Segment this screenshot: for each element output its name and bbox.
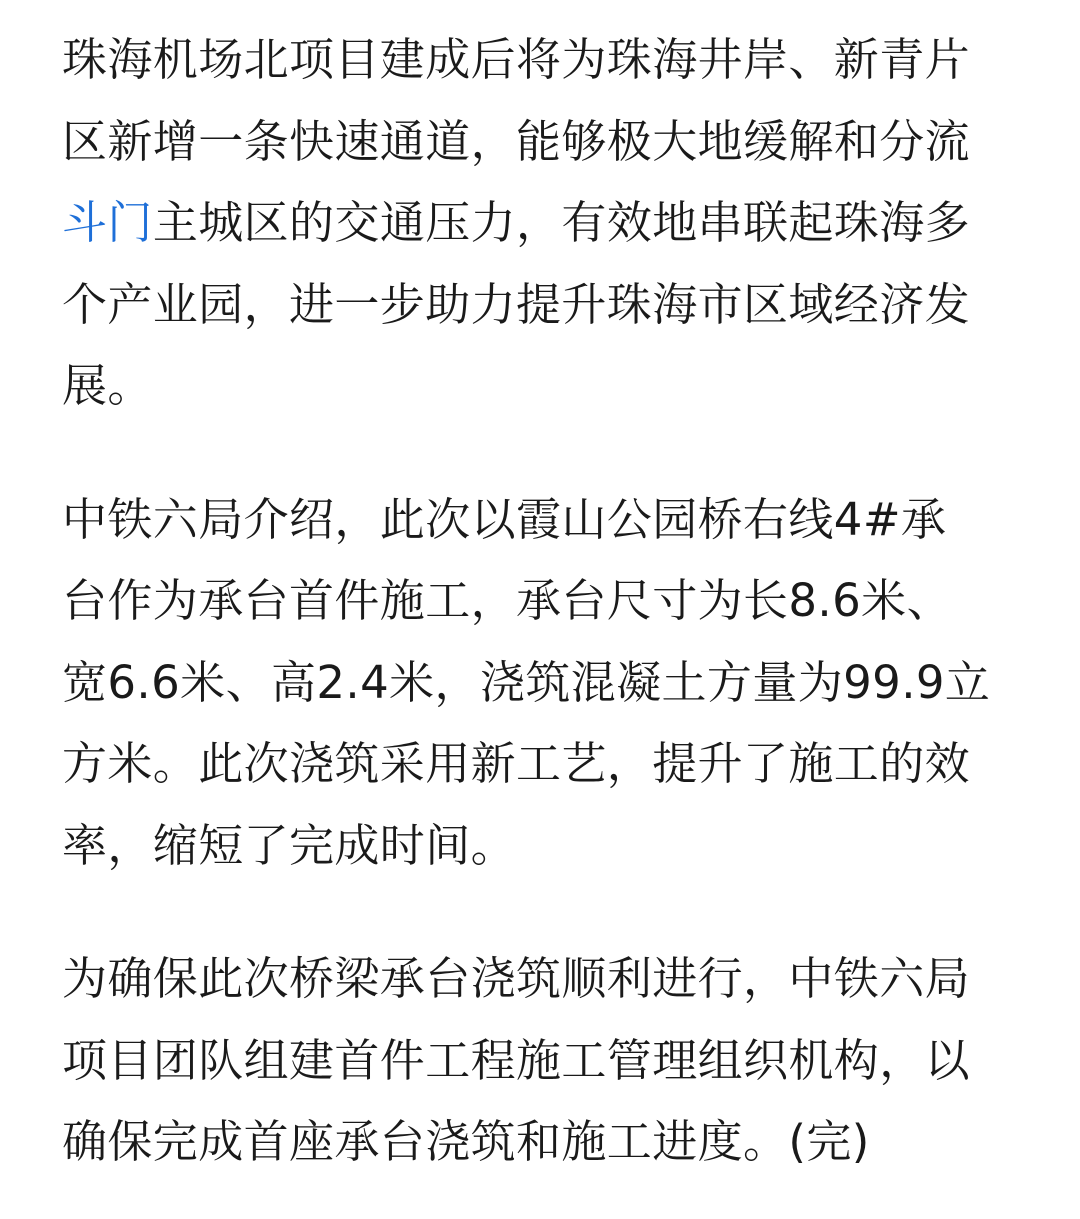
paragraph-1-line-1: 珠海机场北项目建成后将为珠海井岸、新青片	[62, 33, 971, 86]
paragraph-1-line-3	[62, 182, 1026, 264]
paragraph-1	[62, 19, 1026, 427]
paragraph-1-line-5: 展。	[62, 359, 153, 412]
paragraph-3	[62, 938, 1026, 1183]
paragraph-2-line-3: 宽6.6米、高2.4米，浇筑混凝土方量为99.9立	[62, 655, 991, 709]
paragraph-3-line-1: 为确保此次桥梁承台浇筑顺利进行，中铁六局	[62, 952, 971, 1005]
paragraph-2	[62, 479, 1026, 887]
paragraph-1-line-4: 个产业园，进一步助力提升珠海市区域经济发	[62, 277, 971, 331]
doumen-link[interactable]: 斗门	[62, 196, 153, 249]
paragraph-2-line-1: 中铁六局介绍，此次以霞山公园桥右线4#承	[62, 492, 947, 546]
paragraph-2-line-5: 率，缩短了完成时间。	[62, 818, 517, 872]
paragraph-1-line-2: 区新增一条快速通道，能够极大地缓解和分流	[62, 114, 971, 168]
paragraph-2-line-4: 方米。此次浇筑采用新工艺，提升了施工的效	[62, 737, 971, 790]
paragraph-1-line-3-text: 主城区的交通压力，有效地串联起珠海多	[152, 196, 971, 249]
paragraph-2-line-2: 台作为承台首件施工，承台尺寸为长8.6米、	[62, 574, 952, 627]
paragraph-3-line-3: 确保完成首座承台浇筑和施工进度。(完)	[62, 1115, 870, 1168]
article-body	[62, 19, 1026, 1183]
paragraph-3-line-2: 项目团队组建首件工程施工管理组织机构，以	[62, 1033, 971, 1087]
